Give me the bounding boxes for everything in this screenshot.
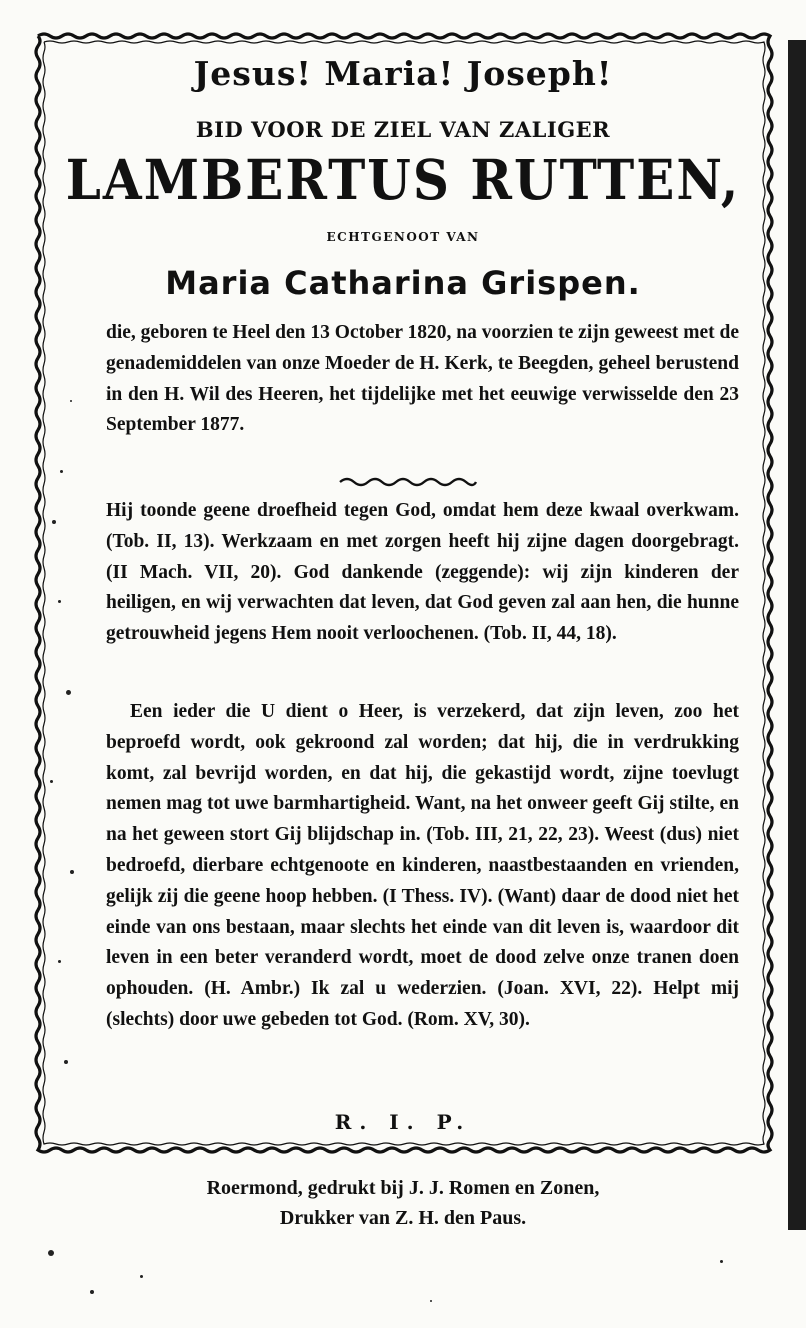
print-speck — [48, 1250, 54, 1256]
printer-imprint-line-1: Roermond, gedrukt bij J. J. Romen en Zonen, — [206, 1177, 600, 1199]
print-speck — [52, 520, 56, 524]
print-speck — [60, 470, 63, 473]
print-speck — [430, 1300, 432, 1302]
ornamental-divider — [338, 474, 478, 490]
print-speck — [64, 1060, 68, 1064]
rip-closing: R. I. P. — [334, 1110, 472, 1134]
print-speck — [58, 960, 61, 963]
print-speck — [66, 690, 71, 695]
spouse-name: Maria Catharina Grispen. — [165, 264, 641, 302]
printer-imprint-line-2: Drukker van Z. H. den Paus. — [279, 1207, 527, 1229]
biography-paragraph: die, geboren te Heel den 13 October 1820, na voorzien te zijn geweest met de genademiddelen van onze Moeder de H. Kerk, te Beegden, geheel berustend in den H. Wil des Heeren, het tijdelijke met het eeuwige verwisselde den 23 September 1877. — [106, 322, 739, 436]
relation-line: ECHTGENOOT VAN — [326, 230, 480, 244]
print-speck — [50, 780, 53, 783]
deceased-name: LAMBERTUS RUTTEN, — [65, 147, 741, 212]
print-speck — [90, 1290, 94, 1294]
print-speck — [70, 870, 74, 874]
prayer-line: BID VOOR DE ZIEL VAN ZALIGER — [195, 117, 611, 142]
invocation-heading: Jesus! Maria! Joseph! — [193, 54, 613, 93]
verse-paragraph-1: Hij toonde geene droefheid tegen God, omdat hem deze kwaal overkwam. (Tob. II, 13). Werkzaam en met zorgen heeft hij zijne dagen doorgebragt. (II Mach. VII, 20). God dankende (zeggende): wij zijn kinderen der heiligen, en wij verwachten dat leven, dat God geven zal aan hen, die hunne getrouwheid jegens Hem nooit verloochenen. (Tob. II, 44, 18). — [106, 500, 739, 645]
print-speck — [70, 400, 72, 402]
print-speck — [58, 600, 61, 603]
print-speck — [720, 1260, 723, 1263]
verse-paragraph-2: Een ieder die U dient o Heer, is verzekerd, dat zijn leven, zoo het beproefd wordt, ook gekroond zal worden; dat hij, die in verdrukking komt, zal bevrijd worden, en dat hij, die gekastijd wordt, zijne toevlugt nemen mag tot uwe barmhartigheid. Want, na het onweer geeft Gij stilte, en na het geween stort Gij blijdschap in. (Tob. III, 21, 22, 23). Weest (dus) niet bedroefd, dierbare echtgenoote en kinderen, naastbestaanden en vrienden, gelijk zij die geene hoop hebben. (I Thess. IV). (Want) daar de dood niet het einde van ons bestaan, maar slechts het einde van dit leven is, waardoor dit leven in een beter veranderd wordt, moet de dood zelve onze tranen doen ophouden. (H. Ambr.) Ik zal u wederzien. (Joan. XVI, 22). Helpt mij (slechts) door uwe gebeden tot God. (Rom. XV, 30). — [106, 701, 739, 1030]
print-speck — [140, 1275, 143, 1278]
